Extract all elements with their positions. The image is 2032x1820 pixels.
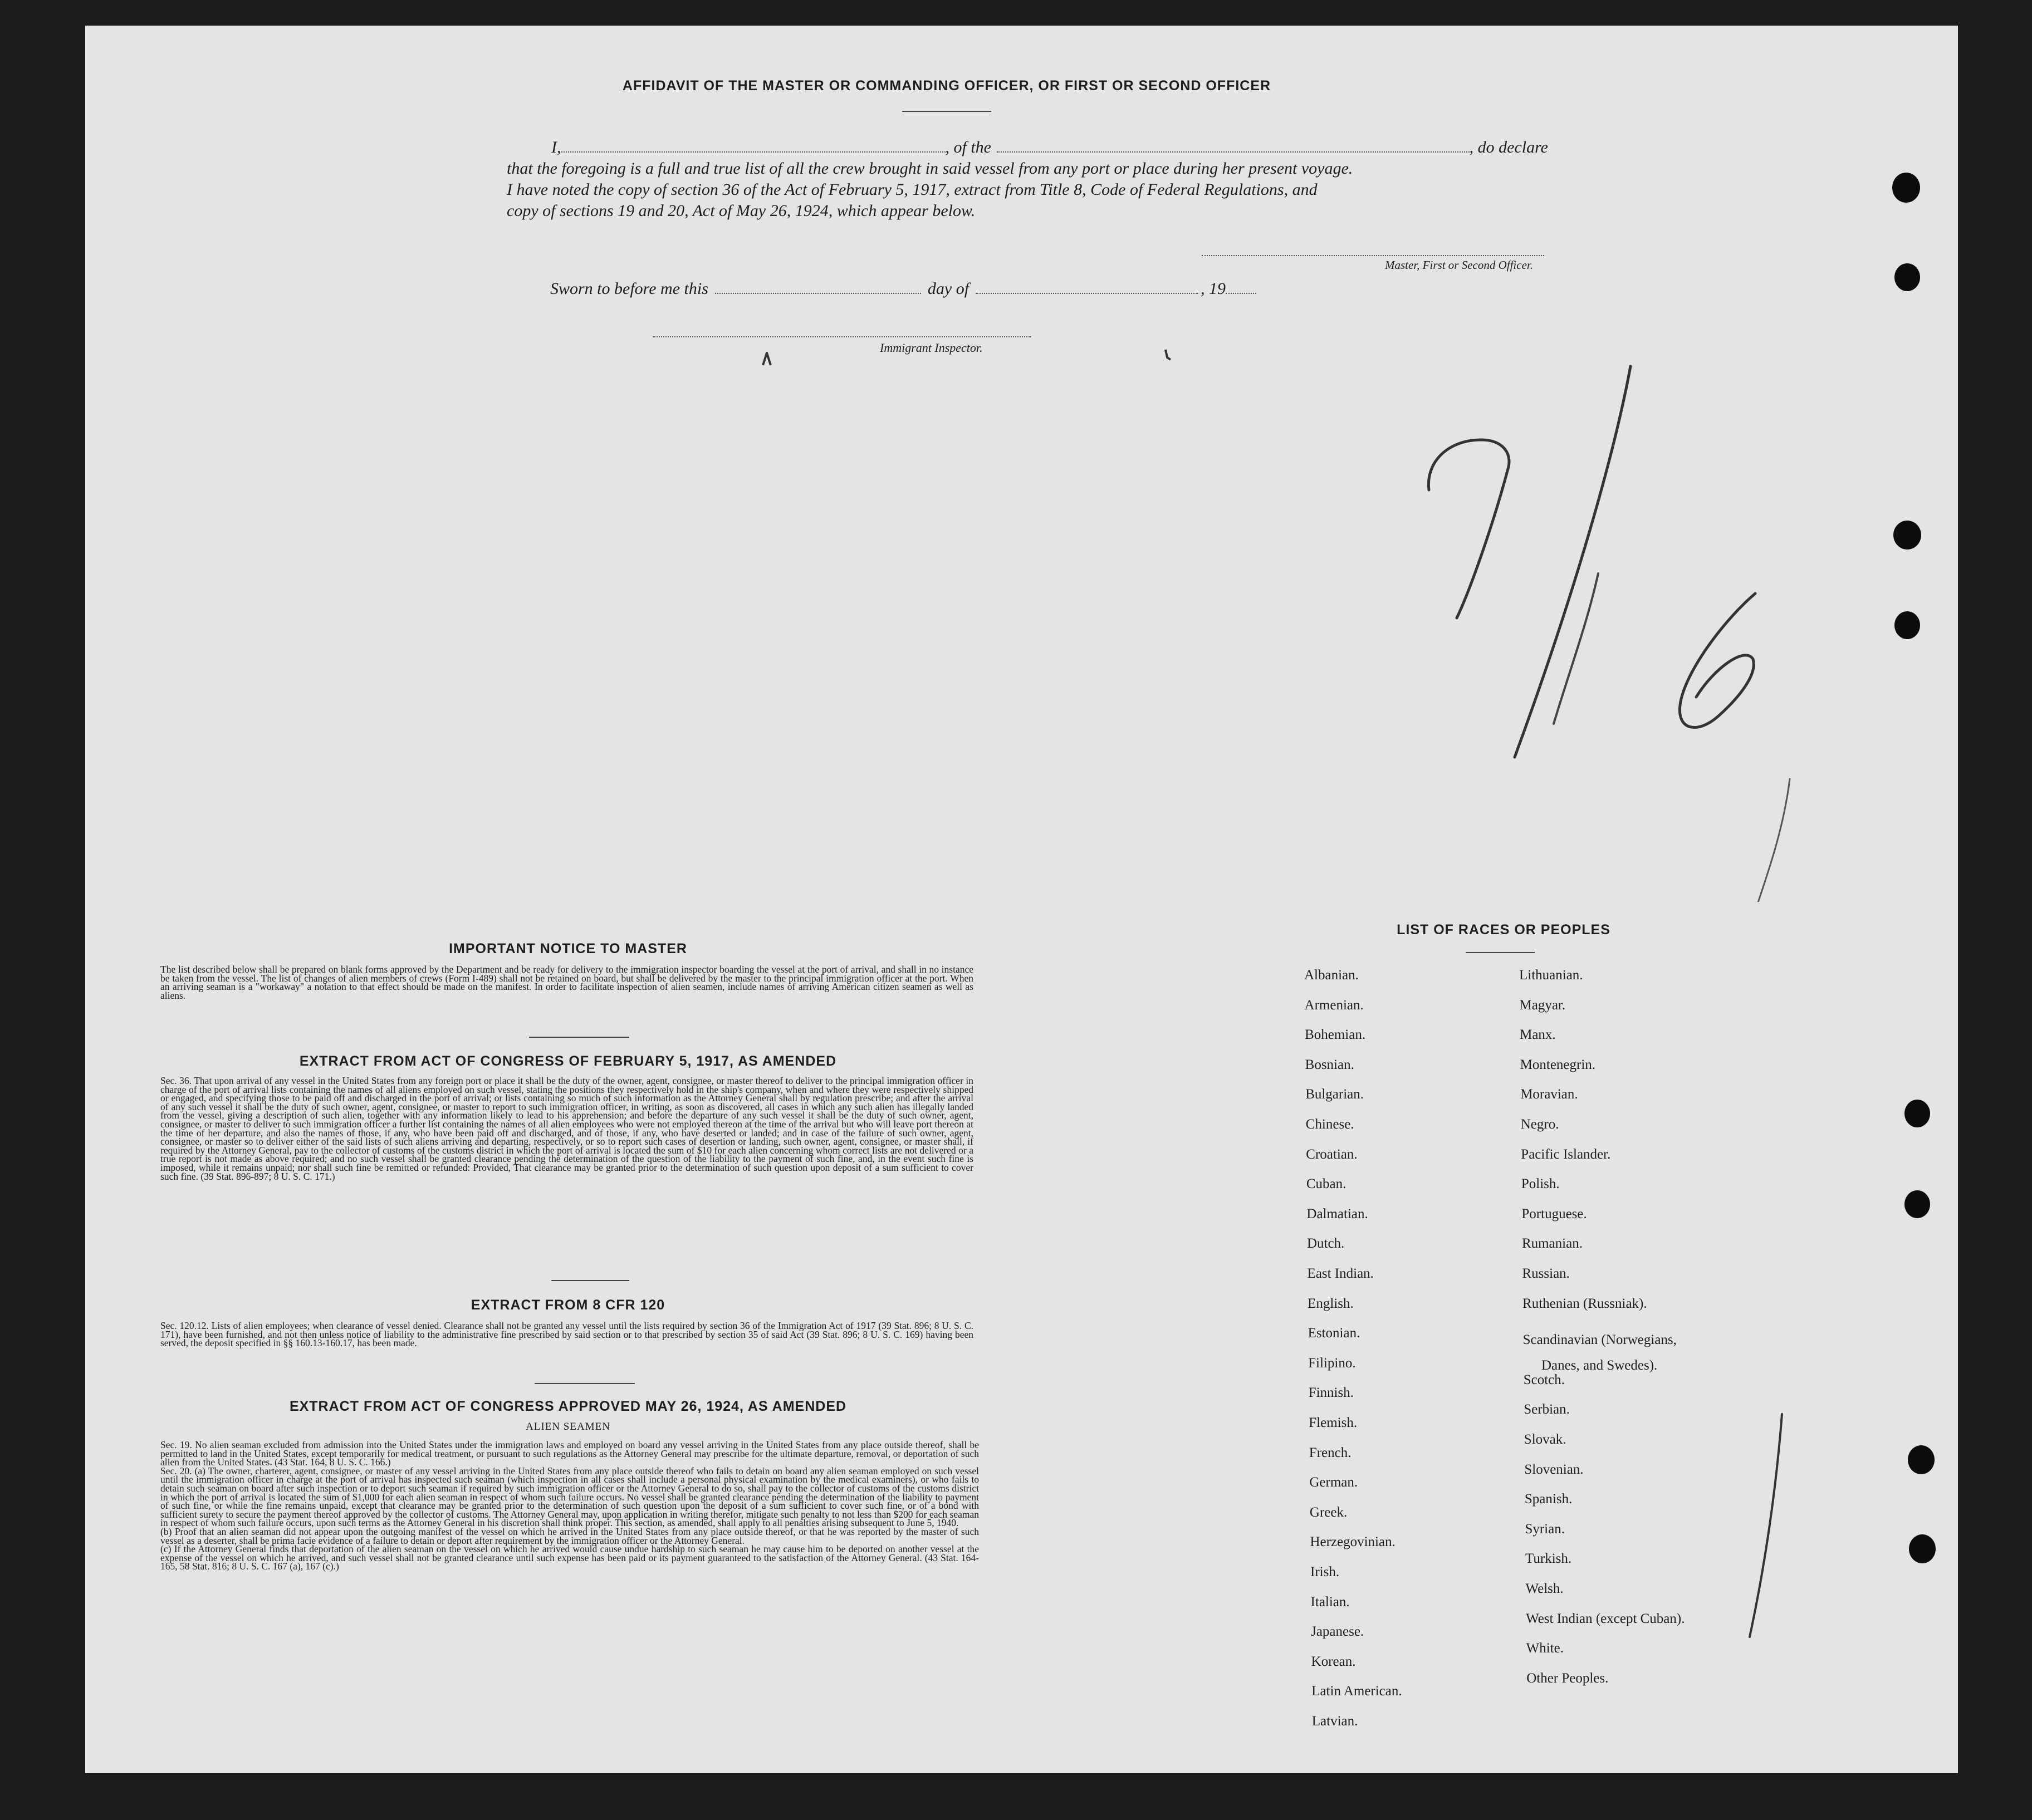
punch-hole [1894, 611, 1920, 639]
affidavit-line-1 [507, 137, 1548, 158]
race-item: Bosnian. [1305, 1057, 1354, 1072]
sworn-year-field[interactable] [1226, 282, 1256, 294]
master-signature-label: Master, First or Second Officer. [1385, 258, 1533, 272]
races-title: LIST OF RACES OR PEOPLES [1397, 922, 1610, 938]
extract-1917-title: EXTRACT FROM ACT OF CONGRESS OF FEBRUARY 5, 1917, AS AMENDED [299, 1053, 837, 1069]
handwritten-number [1414, 356, 1804, 902]
punch-hole [1894, 263, 1920, 291]
margin-mark [1163, 349, 1172, 362]
race-item: Latvian. [1311, 1714, 1358, 1729]
race-item: Spanish. [1524, 1492, 1573, 1507]
affidavit-line-2: that the foregoing is a full and true list of all the crew brought in said vessel from any port or place during her present voyage. [507, 159, 1353, 178]
extract-1924-title: EXTRACT FROM ACT OF CONGRESS APPROVED MAY 26, 1924, AS AMENDED [289, 1399, 847, 1414]
race-item: Bohemian. [1305, 1027, 1366, 1043]
race-item: English. [1308, 1296, 1354, 1311]
punch-hole [1904, 1100, 1930, 1127]
race-item: Flemish. [1309, 1415, 1358, 1430]
do-declare-label: , do declare [1469, 138, 1548, 156]
race-item: Portuguese. [1521, 1206, 1587, 1221]
race-item: Polish. [1521, 1176, 1560, 1192]
affidavit-line-3: I have noted the copy of section 36 of the Act of February 5, 1917, extract from Title 8, Code of Federal Regulations, and [507, 180, 1318, 199]
race-item: Herzegovinian. [1310, 1534, 1396, 1550]
name-field[interactable] [561, 140, 946, 153]
race-item: Syrian. [1525, 1521, 1565, 1537]
race-item: Bulgarian. [1305, 1087, 1364, 1102]
race-item: Turkish. [1525, 1551, 1572, 1567]
race-item: Montenegrin. [1520, 1057, 1596, 1072]
race-item: Magyar. [1519, 997, 1566, 1013]
of-the-label: , of the [945, 138, 991, 156]
affidavit-statement [507, 137, 1548, 222]
race-item: Albanian. [1304, 968, 1359, 983]
extract-1917-body: Sec. 36. That upon arrival of any vessel in the United States from any foreign port or place it shall be the duty of the owner, agent, consignee, or master thereof to deliver to the principal immigration officer in charge of the port of arrival lists containing the names of all aliens employed on such vessel, stating the positions they respectively hold in the ship's company, when and where they were respectively shipped or engaged, and specifying those to be paid off and discharged in the port of arrival; or lists containing so much of such information as the Attorney General shall by regulation prescribe; and after the arrival of any such vessel it shall be the duty of such owner, agent, consignee, or master to report to such immigration officer, in writing, as soon as discovered, all cases in which any such alien has illegally landed from the vessel, giving a description of such alien, together with any information likely to lead to his apprehension; and before the departure of any such vessel it shall be the duty of such owner, agent, consignee, or master to deliver to such immigration officer a further list containing the names of all alien employees who were not employed thereon at the time of the arrival but who will leave port thereon at the time of her departure, and also the names of those, if any, who have been paid off and discharged, and of those, if any, who have deserted or landed; and in case of the failure of such owner, agent, consignee, or master so to deliver either of the said lists of such aliens arriving and departing, respectively, or so to report such cases of desertion or landing, such owner, agent, consignee, or master shall, if required by the Attorney General, pay to the collector of customs of the customs district in which the port of arrival is located the sum of $10 for each alien concerning whom correct lists are not delivered or a true report is not made as above required; and no such vessel shall be granted clearance pending the determination of the question of the liability to the payment of such fine, and, in the event such fine is imposed, while it remains unpaid; nor shall such fine be remitted or refunded: Provided, That clearance may be granted prior to the determination of such question upon deposit of a sum sufficient to cover such fine. (39 Stat. 896-897; 8 U. S. C. 171.) [160, 1075, 973, 1182]
race-item: Korean. [1311, 1654, 1356, 1669]
inspector-label: Immigrant Inspector. [880, 341, 983, 355]
race-item: East Indian. [1307, 1266, 1374, 1281]
race-item: Greek. [1309, 1504, 1348, 1520]
race-item: Italian. [1310, 1594, 1350, 1610]
race-item: Danes, and Swedes). [1541, 1358, 1658, 1373]
year-label: , 19 [1201, 279, 1226, 298]
race-item: Other Peoples. [1526, 1670, 1609, 1686]
divider [529, 1037, 629, 1038]
punch-hole [1904, 1190, 1930, 1218]
section-20c: (c) If the Attorney General finds that deportation of the alien seaman on the vessel on which he arrived would cause undue hardship to such seaman he may cause him to be deported on another vessel at the expense of the vessel on which he arrived, and such vessel shall not be granted clearance until such expense has been paid or its payment guaranteed to the satisfaction of the Attorney General. (43 Stat. 164-165, 58 Stat. 816; 8 U. S. C. 167 (a), 167 (c).) [160, 1543, 979, 1572]
race-item: Cuban. [1306, 1176, 1346, 1192]
race-item: Welsh. [1525, 1581, 1564, 1596]
punch-hole [1893, 521, 1921, 550]
divider [1466, 952, 1535, 953]
race-item: Pacific Islander. [1521, 1146, 1611, 1162]
race-item: Filipino. [1308, 1355, 1356, 1371]
notice-body: The list described below shall be prepared on blank forms approved by the Department and be ready for delivery to the immigration inspector boarding the vessel at the port of arrival, and shall in no instance be taken from the vessel. The list of changes of alien members of crews (Form I-489) shall not be retained on board, but shall be delivered by the master to the principal immigration officer at the port. When an arriving seaman is a "workaway" a notation to that effect should be made on the manifest. In order to facilitate inspection of alien seamen, include names of arriving American citizen seamen as well as aliens. [160, 964, 973, 1001]
race-item: Estonian. [1308, 1326, 1360, 1341]
race-item: Dutch. [1306, 1236, 1345, 1252]
sworn-day-field[interactable] [715, 282, 921, 294]
punch-hole [1892, 173, 1920, 203]
race-item: Japanese. [1311, 1624, 1364, 1640]
day-of-label: day of [927, 279, 970, 298]
section-19: Sec. 19. No alien seaman excluded from admission into the United States under the immigration laws and employed on board any vessel arriving in the United States from any place outside thereof, shall be permitted to land in the United States, except temporarily for medical treatment, or pursuant to such regulations as the Attorney General may prescribe for the ultimate departure, removal, or deportation of such alien from the United States. (43 Stat. 164, 8 U. S. C. 166.) [160, 1439, 979, 1468]
extract-1924-subtitle: ALIEN SEAMEN [526, 1421, 610, 1433]
race-item: Moravian. [1520, 1087, 1578, 1102]
race-item: Latin American. [1311, 1684, 1402, 1699]
race-item: Rumanian. [1521, 1236, 1583, 1252]
race-item: Dalmatian. [1306, 1206, 1368, 1221]
race-item: Serbian. [1524, 1402, 1570, 1417]
race-item: Croatian. [1306, 1146, 1358, 1162]
divider [535, 1383, 635, 1384]
sworn-line [550, 279, 1256, 298]
extract-cfr-title: EXTRACT FROM 8 CFR 120 [471, 1297, 665, 1313]
race-item: Lithuanian. [1519, 968, 1583, 983]
race-item: German. [1309, 1475, 1358, 1490]
vessel-field[interactable] [997, 140, 1470, 153]
race-item: Slovenian. [1524, 1461, 1584, 1477]
divider [551, 1280, 629, 1281]
race-item: Manx. [1520, 1027, 1556, 1043]
master-signature-line[interactable] [1202, 255, 1544, 256]
sworn-label: Sworn to before me this [550, 279, 708, 298]
affidavit-title: AFFIDAVIT OF THE MASTER OR COMMANDING OFFICER, OR FIRST OR SECOND OFFICER [622, 78, 1271, 94]
race-item: Armenian. [1304, 997, 1364, 1013]
extract-cfr-body: Sec. 120.12. Lists of alien employees; when clearance of vessel denied. Clearance shall not be granted any vessel until the lists required by section 36 of the Immigration Act of 1917 (39 Stat. 896; 8 U. S. C. 171), have been furnished, and not then unless notice of liability to the administrative fine prescribed by said section or to that prescribed by section 35 of said Act (39 Stat. 896; 8 U. S. C. 169) having been served, the deposit specified in §§ 160.13-160.17, has been made. [160, 1320, 973, 1349]
race-item: Negro. [1520, 1117, 1559, 1132]
race-item: French. [1309, 1445, 1352, 1460]
race-item: White. [1526, 1641, 1564, 1656]
punch-hole [1908, 1445, 1935, 1474]
margin-mark [762, 352, 772, 366]
margin-stroke [1743, 1409, 1788, 1642]
inspector-signature-line[interactable] [653, 336, 1031, 337]
divider [902, 111, 991, 112]
i-label: I, [551, 138, 561, 156]
race-item: Chinese. [1305, 1117, 1354, 1132]
notice-title: IMPORTANT NOTICE TO MASTER [449, 941, 687, 956]
race-item: Scandinavian (Norwegians, [1522, 1332, 1677, 1348]
race-item: Russian. [1522, 1266, 1570, 1281]
section-20a: Sec. 20. (a) The owner, charterer, agent, consignee, or master of any vessel arriving in the United States from any place outside thereof who fails to detain on board any alien seaman employed on such vessel until the immigration officer in charge at the port of arrival has inspected such seaman (which inspection in all cases shall include a personal physical examination by the medical examiners), or who fails to detain such seaman on board after such inspection or to deport such seaman if required by such immigration officer or the Attorney General to do so, shall pay to the collector of customs of the customs district in which the port of arrival is located the sum of $1,000 for each alien seaman in respect of whom such failure occurs. No vessel shall be granted clearance pending the determination of the liability to payment of such fine, or while the fine remains unpaid, except that clearance may be granted prior to the determination of such question upon the deposit of a sum sufficient to cover such fine, or of a bond with sufficient surety to secure the payment thereof approved by the collector of customs. The Attorney General may, upon application in writing therefor, mitigate such penalty to not less than $200 for each seaman in respect of whom such failure occurs, upon such terms as the Attorney General in his discretion shall think proper. This section, as amended, shall apply to all penalties arising subsequent to June 5, 1940. [160, 1465, 979, 1529]
punch-hole [1909, 1534, 1936, 1563]
race-item: West Indian (except Cuban). [1526, 1611, 1685, 1626]
section-20b: (b) Proof that an alien seaman did not appear upon the outgoing manifest of the vessel on which he arrived in the United States from any place outside thereof, or that he was reported by the master of such vessel as a deserter, shall be prima facie evidence of a failure to detain or deport after requirement by the immigration officer or the Attorney General. [160, 1525, 979, 1546]
sworn-month-field[interactable] [976, 282, 1198, 294]
race-item: Irish. [1310, 1564, 1340, 1579]
race-item: Finnish. [1308, 1385, 1354, 1401]
affidavit-line-4: copy of sections 19 and 20, Act of May 26, 1924, which appear below. [507, 202, 976, 220]
extract-1924-body [160, 1441, 979, 1571]
race-item: Scotch. [1523, 1372, 1565, 1387]
race-item: Slovak. [1524, 1432, 1566, 1447]
race-item: Ruthenian (Russniak). [1522, 1296, 1647, 1311]
